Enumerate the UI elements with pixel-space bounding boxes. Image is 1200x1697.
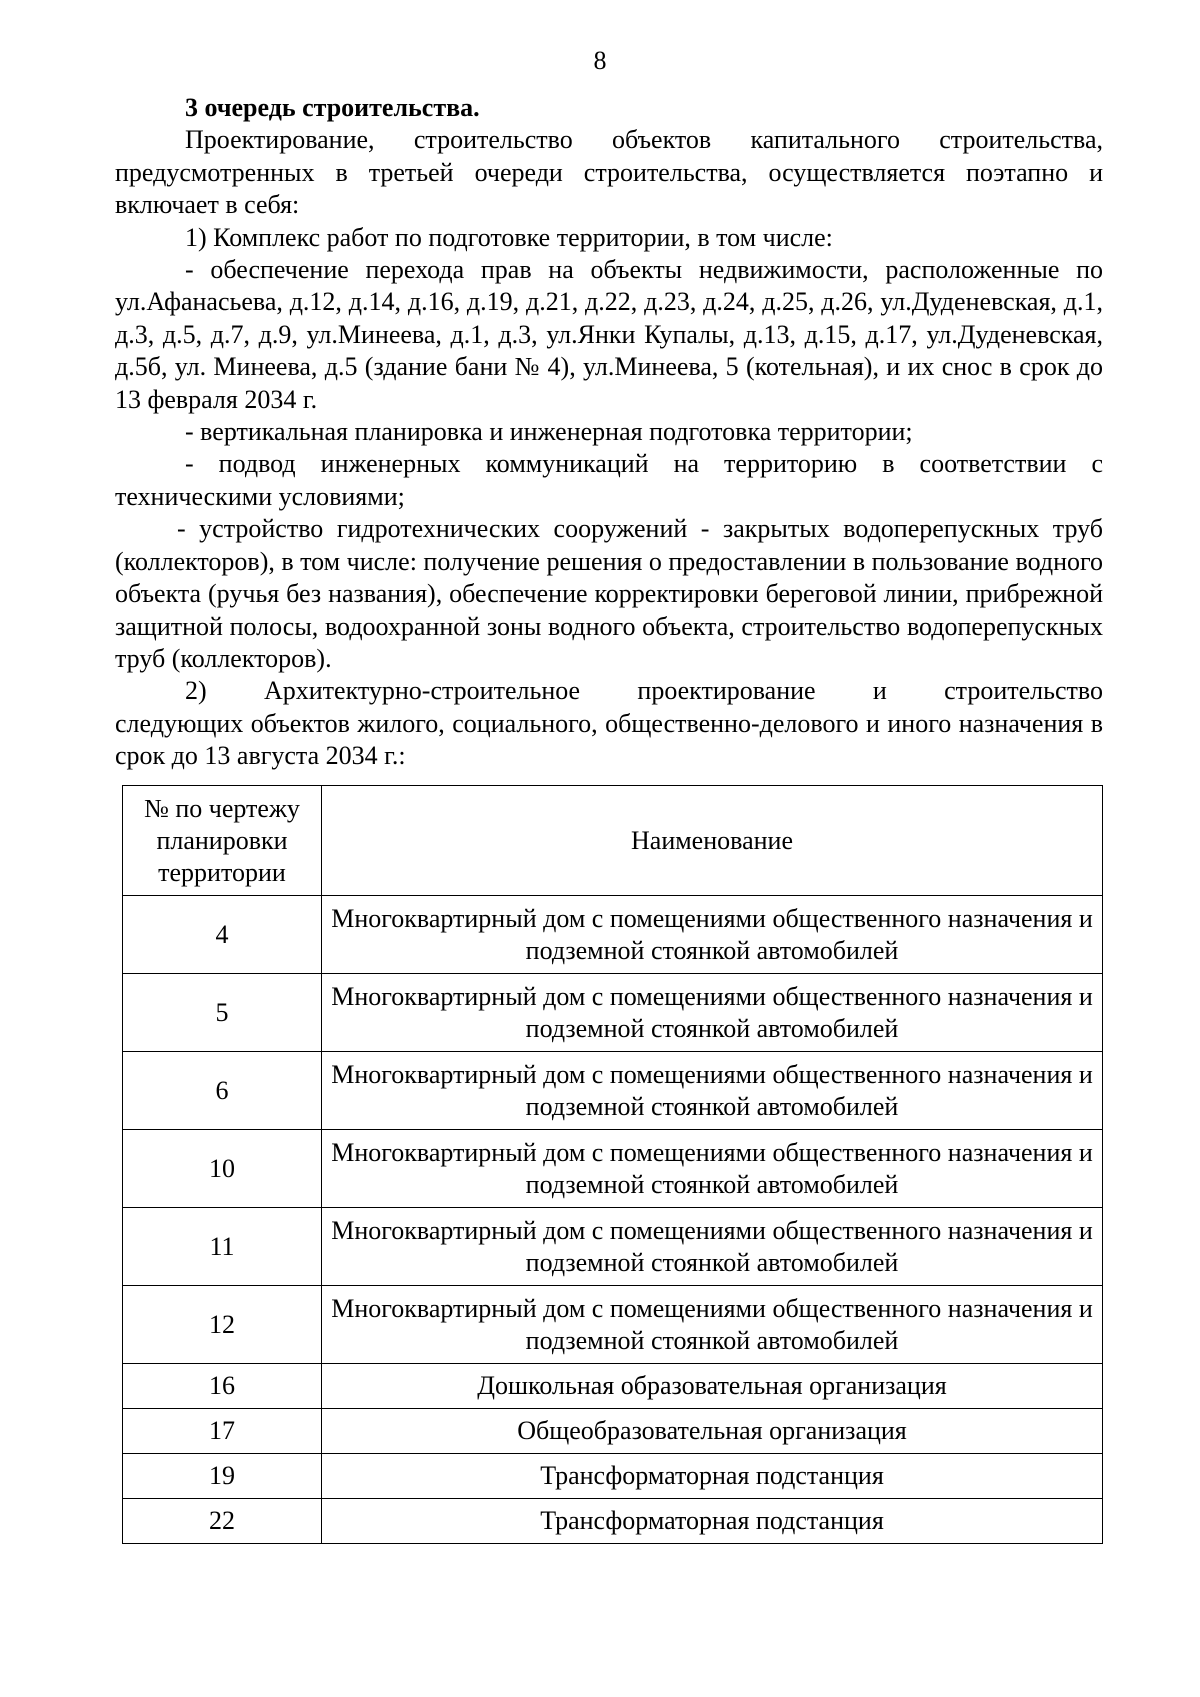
row-drawing-number: 10 bbox=[123, 1130, 322, 1208]
table-row bbox=[123, 1499, 1103, 1544]
document-body bbox=[115, 92, 1103, 773]
table-row bbox=[123, 896, 1103, 974]
bullet-hydraulic-structures: - устройство гидротехнических сооружений - закрытых водоперепускных труб (коллекторов), в том числе: получение решения о предоставлении в пользование водного объекта (ручья без названия), обеспечение корректировки береговой линии, прибрежной защитной полосы, водоохранной зоны водного объекта, строительство водоперепускных труб (коллекторов). bbox=[115, 514, 1103, 673]
row-object-name: Трансформаторная подстанция bbox=[322, 1454, 1103, 1499]
row-drawing-number: 19 bbox=[123, 1454, 322, 1499]
row-object-name: Общеобразовательная организация bbox=[322, 1409, 1103, 1454]
row-object-name: Дошкольная образовательная организация bbox=[322, 1364, 1103, 1409]
bullet-utilities: - подвод инженерных коммуникаций на территорию в соответствии с техническими условиями; bbox=[115, 449, 1103, 511]
row-object-name: Трансформаторная подстанция bbox=[322, 1499, 1103, 1544]
row-drawing-number: 6 bbox=[123, 1052, 322, 1130]
row-drawing-number: 12 bbox=[123, 1286, 322, 1364]
item-2-continuation: следующих объектов жилого, социального, общественно-делового и иного назначения в срок до 13 августа 2034 г.: bbox=[115, 708, 1103, 771]
item-2-first-line: 2) Архитектурно-строительное проектирование и строительство bbox=[185, 676, 1103, 706]
intro-paragraph: Проектирование, строительство объектов капитального строительства, предусмотренных в третьей очереди строительства, осуществляется поэтапно и включает в себя: bbox=[115, 125, 1103, 220]
table-row bbox=[123, 1409, 1103, 1454]
table-row bbox=[123, 1130, 1103, 1208]
row-object-name: Многоквартирный дом с помещениями общественного назначения и подземной стоянкой автомобилей bbox=[322, 1208, 1103, 1286]
row-drawing-number: 11 bbox=[123, 1208, 322, 1286]
item-1-paragraph: 1) Комплекс работ по подготовке территории, в том числе: bbox=[185, 222, 833, 252]
table-row bbox=[123, 1208, 1103, 1286]
row-object-name: Многоквартирный дом с помещениями общественного назначения и подземной стоянкой автомобилей bbox=[322, 1286, 1103, 1364]
table-row bbox=[123, 974, 1103, 1052]
row-drawing-number: 22 bbox=[123, 1499, 322, 1544]
bullet-vertical-planning: - вертикальная планировка и инженерная подготовка территории; bbox=[185, 417, 913, 447]
row-drawing-number: 16 bbox=[123, 1364, 322, 1409]
table-row bbox=[123, 1454, 1103, 1499]
table-row bbox=[123, 1286, 1103, 1364]
row-object-name: Многоквартирный дом с помещениями общественного назначения и подземной стоянкой автомобилей bbox=[322, 1052, 1103, 1130]
bullet-property-rights: - обеспечение перехода прав на объекты недвижимости, расположенные по ул.Афанасьева, д.12, д.14, д.16, д.19, д.21, д.22, д.23, д.24, д.25, д.26, ул.Дуденевская, д.1, д.3, д.5, д.7, д.9, ул.Минеева, д.1, д.3, ул.Янки Купалы, д.13, д.15, д.17, ул.Дуденевская, д.5б, ул. Минеева, д.5 (здание бани № 4), ул.Минеева, 5 (котельная), и их снос в срок до 13 февраля 2034 г. bbox=[115, 255, 1103, 414]
row-object-name: Многоквартирный дом с помещениями общественного назначения и подземной стоянкой автомобилей bbox=[322, 896, 1103, 974]
table-row bbox=[123, 1364, 1103, 1409]
table-row bbox=[123, 1052, 1103, 1130]
header-name: Наименование bbox=[322, 786, 1103, 896]
page-number: 8 bbox=[593, 46, 607, 75]
row-object-name: Многоквартирный дом с помещениями общественного назначения и подземной стоянкой автомобилей bbox=[322, 1130, 1103, 1208]
header-drawing-number: № по чертежу планировки территории bbox=[123, 786, 322, 896]
row-drawing-number: 17 bbox=[123, 1409, 322, 1454]
table-header-row bbox=[123, 786, 1103, 896]
row-drawing-number: 4 bbox=[123, 896, 322, 974]
section-heading: 3 очередь строительства. bbox=[185, 93, 480, 122]
row-drawing-number: 5 bbox=[123, 974, 322, 1052]
objects-table bbox=[122, 785, 1103, 1544]
row-object-name: Многоквартирный дом с помещениями общественного назначения и подземной стоянкой автомобилей bbox=[322, 974, 1103, 1052]
